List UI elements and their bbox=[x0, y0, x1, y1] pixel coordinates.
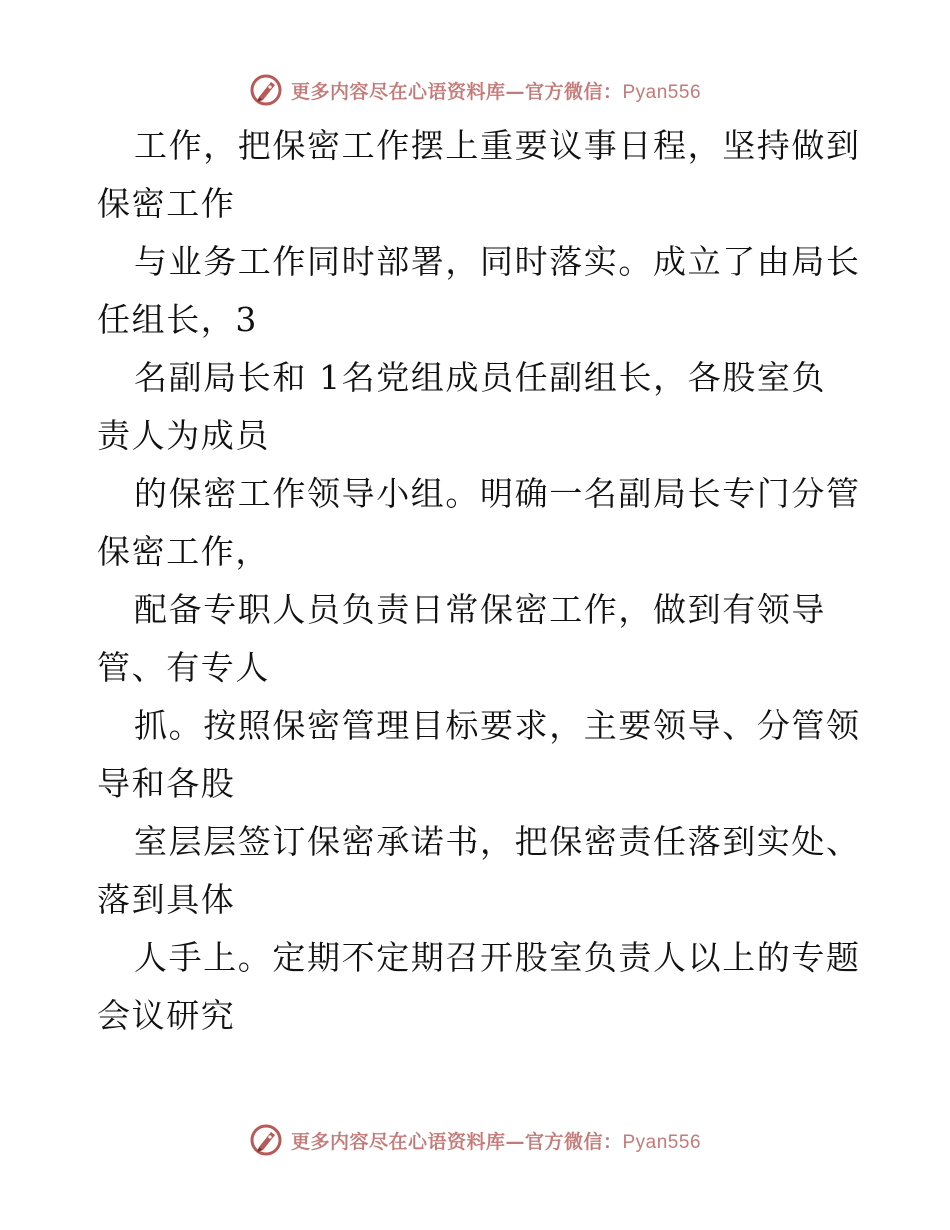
body-line: 保密工作 bbox=[97, 184, 236, 223]
body-line: 会议研究 bbox=[97, 996, 236, 1035]
footer-banner-text: 更多内容尽在心语资料库—官方微信：Pyan556 bbox=[290, 1130, 702, 1153]
pen-logo-icon bbox=[249, 73, 283, 107]
body-line: 工作，把保密工作摆上重要议事日程，坚持做到 bbox=[134, 126, 861, 165]
footer-banner bbox=[0, 1118, 950, 1162]
footer-wechat-id: Pyan556 bbox=[622, 1131, 702, 1153]
body-line: 管、有专人 bbox=[97, 648, 270, 687]
document-body bbox=[97, 117, 861, 1045]
body-line: 室层层签订保密承诺书，把保密责任落到实处、 bbox=[134, 822, 861, 861]
body-line: 人手上。定期不定期召开股室负责人以上的专题 bbox=[134, 938, 861, 977]
header-banner bbox=[0, 68, 950, 112]
body-line: 导和各股 bbox=[97, 764, 236, 803]
body-line: 名副局长和 1名党组成员任副组长，各股室负 bbox=[134, 358, 827, 397]
body-line: 任组长，3 bbox=[97, 300, 258, 339]
body-line: 落到具体 bbox=[97, 880, 236, 919]
body-line: 的保密工作领导小组。明确一名副局长专门分管 bbox=[134, 474, 861, 513]
body-line: 配备专职人员负责日常保密工作，做到有领导 bbox=[134, 590, 826, 629]
pen-logo-icon bbox=[249, 1123, 283, 1157]
body-line: 与业务工作同时部署，同时落实。成立了由局长 bbox=[134, 242, 861, 281]
header-banner-text: 更多内容尽在心语资料库—官方微信：Pyan556 bbox=[290, 80, 702, 103]
body-line: 保密工作， bbox=[97, 532, 270, 571]
body-line: 抓。按照保密管理目标要求，主要领导、分管领 bbox=[134, 706, 861, 745]
header-wechat-id: Pyan556 bbox=[622, 81, 702, 103]
body-line: 责人为成员 bbox=[97, 416, 270, 455]
